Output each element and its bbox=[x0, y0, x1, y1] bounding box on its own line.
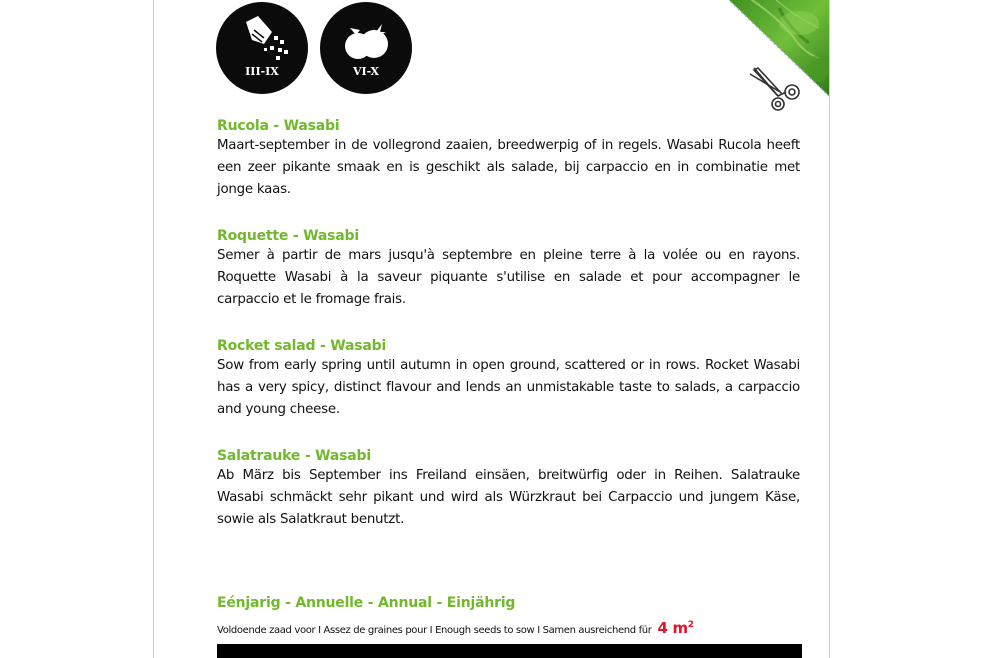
seeds-coverage-text: Voldoende zaad voor I Assez de graines pour I Enough seeds to sow I Samen ausreichend für bbox=[217, 625, 652, 636]
section-title-french: Roquette - Wasabi bbox=[217, 228, 359, 244]
section-title-english: Rocket salad - Wasabi bbox=[217, 338, 387, 354]
harvest-fruit-icon bbox=[320, 2, 412, 94]
section-german bbox=[217, 447, 800, 531]
footer-black-bar bbox=[217, 644, 802, 658]
annual-label: Eénjarig - Annuelle - Annual - Einjährig bbox=[217, 595, 516, 611]
section-text-french: Semer à partir de mars jusqu'à septembre en pleine terre à la volée ou en rayons. Roquette Wasabi à la saveur piquante s'utilise en salade et pour accompagner le carpaccio et le fromage frais. bbox=[217, 248, 800, 307]
harvest-months-label: VI-X bbox=[353, 65, 379, 78]
coverage-area-value: 4 m bbox=[657, 619, 688, 637]
section-title-dutch: Rucola - Wasabi bbox=[217, 118, 340, 134]
coverage-area-unit: 2 bbox=[687, 620, 694, 630]
coverage-area bbox=[658, 619, 694, 637]
section-dutch bbox=[217, 117, 800, 201]
sowing-months-label: III-IX bbox=[245, 65, 279, 78]
sowing-period-icon bbox=[216, 2, 308, 94]
harvest-period-icon bbox=[320, 2, 412, 94]
section-text-english: Sow from early spring until autumn in open ground, scattered or in rows. Rocket Wasabi has a very spicy, distinct flavour and lends an unmistakable taste to salads, a carpaccio and young cheese. bbox=[217, 358, 800, 417]
seed-packet-back bbox=[153, 0, 830, 658]
section-title-german: Salatrauke - Wasabi bbox=[217, 448, 371, 464]
scissors-cut-icon bbox=[748, 66, 806, 116]
section-english bbox=[217, 337, 800, 421]
section-french bbox=[217, 227, 800, 311]
sowing-hand-icon bbox=[216, 2, 308, 94]
seeds-coverage bbox=[217, 619, 800, 637]
section-text-german: Ab März bis September ins Freiland einsäen, breitwürfig oder in Reihen. Salatrauke Wasabi schmäckt sehr pikant und wird als Würzkraut bei Carpaccio und jungem Käse, sowie als Salatkraut benutzt. bbox=[217, 468, 800, 527]
section-text-dutch: Maart-september in de vollegrond zaaien, breedwerpig of in regels. Wasabi Rucola heeft een zeer pikante smaak en is geschikt als salade, bij carpaccio en in combinatie met jonge kaas. bbox=[217, 138, 800, 197]
